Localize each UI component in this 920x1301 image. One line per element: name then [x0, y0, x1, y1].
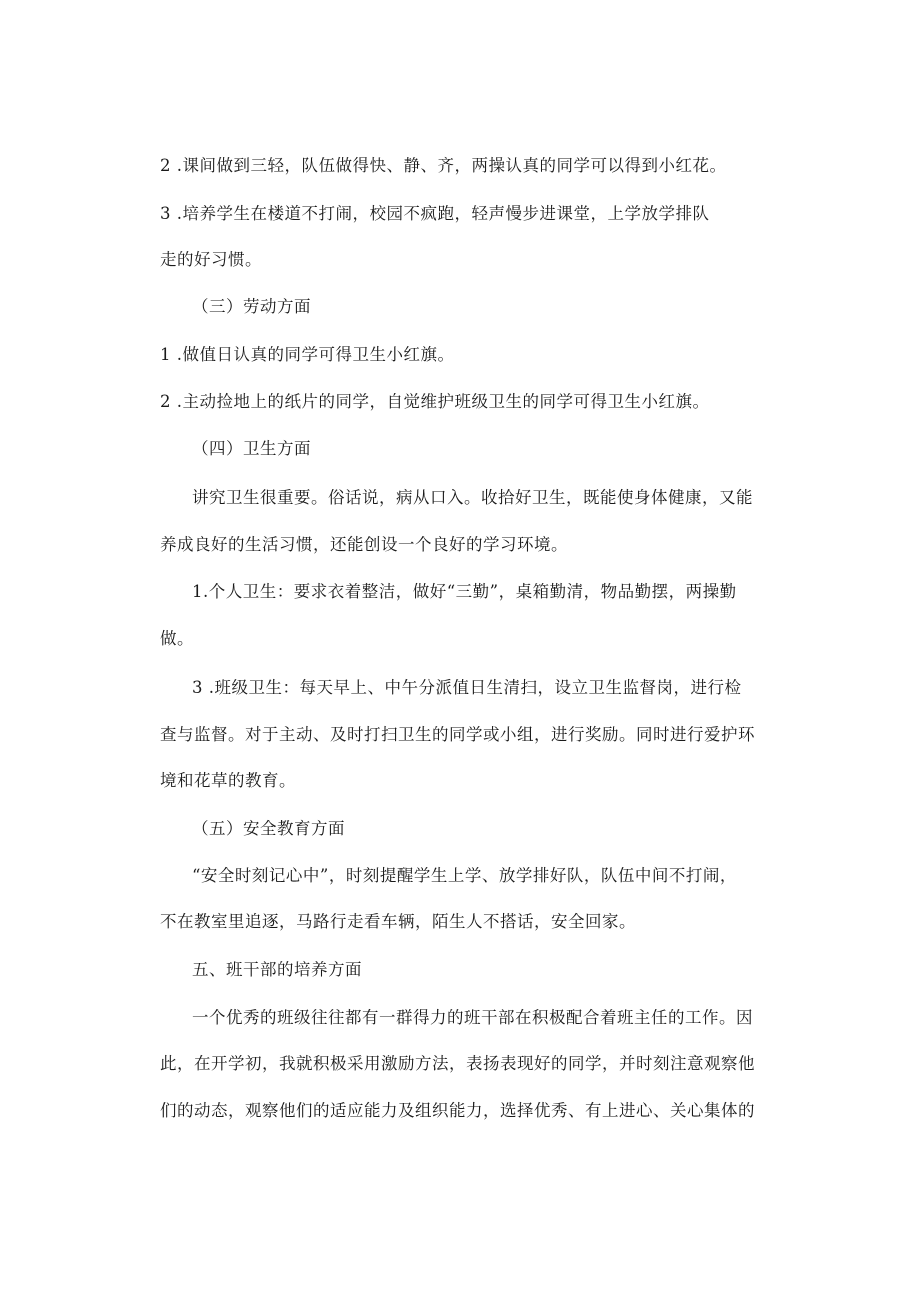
personal-hygiene-line-1: 1.个人卫生：要求衣着整洁，做好“三勤”，桌箱勤清，物品勤摆，两操勤	[192, 582, 737, 601]
section-heading-safety: （五）安全教育方面	[192, 819, 345, 838]
labor-item-2: 2 .主动捡地上的纸片的同学，自觉维护班级卫生的同学可得卫生小红旗。	[160, 392, 710, 411]
class-hygiene-line-1: 3 .班级卫生：每天早上、中午分派值日生清扫，设立卫生监督岗，进行检	[192, 678, 742, 697]
class-hygiene-line-3: 境和花草的教育。	[160, 771, 296, 790]
class-hygiene-line-2: 查与监督。对于主动、及时打扫卫生的同学或小组，进行奖励。同时进行爱护环	[160, 725, 755, 744]
hygiene-intro-line-2: 养成良好的生活习惯，还能创设一个良好的学习环境。	[160, 535, 568, 554]
labor-item-1: 1 .做值日认真的同学可得卫生小红旗。	[160, 345, 455, 364]
paragraph-item-3-line-2: 走的好习惯。	[160, 250, 262, 269]
section-heading-hygiene: （四）卫生方面	[192, 439, 311, 458]
section-heading-labor: （三）劳动方面	[192, 297, 311, 316]
personal-hygiene-line-2: 做。	[160, 629, 194, 648]
paragraph-item-3-line-1: 3 .培养学生在楼道不打闹，校园不疯跑，轻声慢步进课堂，上学放学排队	[160, 204, 710, 223]
class-leaders-line-3: 们的动态，观察他们的适应能力及组织能力，选择优秀、有上进心、关心集体的	[160, 1101, 755, 1120]
paragraph-item-2-line-1: 2 .课间做到三轻，队伍做得快、静、齐，两操认真的同学可以得到小红花。	[160, 156, 727, 175]
class-leaders-line-2: 此，在开学初，我就积极采用激励方法，表扬表现好的同学，并时刻注意观察他	[160, 1054, 755, 1073]
hygiene-intro-line-1: 讲究卫生很重要。俗话说，病从口入。收拾好卫生，既能使身体健康，又能	[192, 488, 753, 507]
safety-line-2: 不在教室里追逐，马路行走看车辆，陌生人不搭话，安全回家。	[160, 912, 636, 931]
section-heading-class-leaders: 五、班干部的培养方面	[192, 960, 362, 979]
safety-line-1: “安全时刻记心中”，时刻提醒学生上学、放学排好队，队伍中间不打闹，	[192, 866, 737, 885]
class-leaders-line-1: 一个优秀的班级往往都有一群得力的班干部在积极配合着班主任的工作。因	[192, 1008, 753, 1027]
